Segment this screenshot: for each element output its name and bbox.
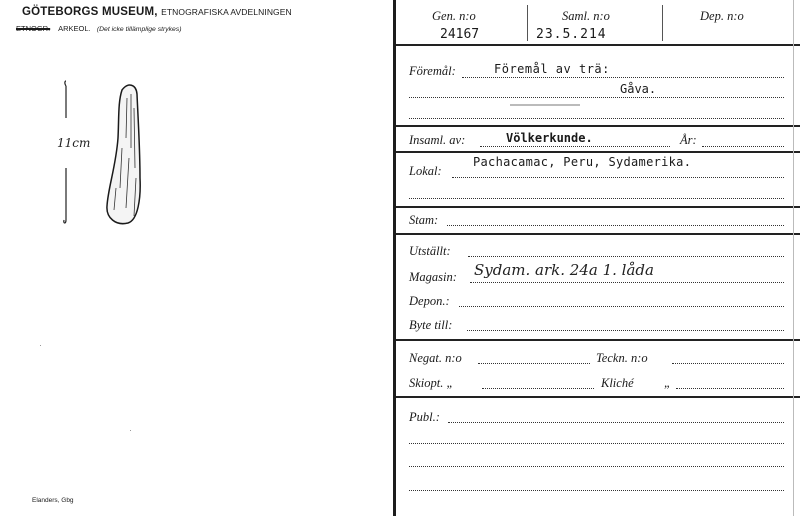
section-rule bbox=[396, 396, 800, 398]
publ-label: Publ.: bbox=[409, 410, 440, 424]
header-rule bbox=[396, 44, 800, 46]
magasin-value: Sydam. ark. 24a 1. låda bbox=[474, 261, 654, 279]
dust-speck bbox=[130, 430, 131, 431]
dotted-line bbox=[482, 388, 594, 389]
header-col-sep bbox=[662, 5, 663, 41]
category-line bbox=[16, 24, 181, 33]
saml-label: Saml. n:o bbox=[562, 9, 610, 23]
dotted-line bbox=[480, 146, 670, 147]
dotted-line bbox=[470, 282, 784, 283]
scale-line-bottom bbox=[64, 168, 66, 223]
dotted-line bbox=[452, 177, 784, 178]
dotted-line bbox=[478, 363, 590, 364]
negat-label: Negat. n:o bbox=[409, 351, 462, 365]
teckn-label: Teckn. n:o bbox=[596, 351, 648, 365]
dust-speck bbox=[40, 345, 41, 346]
byte-label: Byte till: bbox=[409, 318, 453, 332]
dotted-line bbox=[702, 146, 784, 147]
utstallt-label: Utställt: bbox=[409, 244, 451, 258]
department-name: ETNOGRAFISKA AVDELNINGEN bbox=[161, 7, 292, 17]
section-rule bbox=[396, 206, 800, 208]
gen-value: 24167 bbox=[440, 27, 480, 42]
printer-imprint: Elanders, Gbg bbox=[32, 497, 74, 504]
scale-line-top bbox=[65, 81, 66, 118]
wooden-object bbox=[107, 85, 140, 224]
section-rule bbox=[396, 233, 800, 235]
depon-label: Depon.: bbox=[409, 294, 450, 308]
strike-note: (Det icke tillämplige strykes) bbox=[96, 26, 182, 33]
arkeol-label: ARKEOL. bbox=[58, 24, 91, 33]
saml-value: 23.5.214 bbox=[536, 27, 607, 42]
dotted-line bbox=[676, 388, 784, 389]
section-rule bbox=[396, 125, 800, 127]
lokal-label: Lokal: bbox=[409, 164, 442, 178]
dotted-line bbox=[409, 198, 784, 199]
lokal-value: Pachacamac, Peru, Sydamerika. bbox=[473, 155, 692, 169]
section-rule bbox=[396, 151, 800, 153]
kliche-mark: „ bbox=[664, 376, 671, 390]
dotted-line bbox=[468, 256, 784, 257]
section-rule bbox=[396, 339, 800, 341]
dotted-line bbox=[672, 363, 784, 364]
museum-title bbox=[22, 6, 292, 18]
stam-label: Stam: bbox=[409, 213, 439, 227]
dep-label: Dep. n:o bbox=[700, 9, 744, 23]
scale-label: 11cm bbox=[57, 136, 91, 150]
dotted-line bbox=[409, 466, 784, 467]
faded-mark bbox=[510, 104, 580, 106]
skiopt-label: Skiopt. „ bbox=[409, 376, 454, 390]
card-divider bbox=[393, 0, 396, 516]
object-sketch bbox=[50, 78, 150, 233]
magasin-label: Magasin: bbox=[409, 270, 457, 284]
kliche-label: Kliché bbox=[601, 376, 634, 390]
dotted-line bbox=[409, 97, 784, 98]
museum-name: GÖTEBORGS MUSEUM, bbox=[22, 6, 158, 18]
insaml-label: Insaml. av: bbox=[409, 133, 466, 147]
foremal-label: Föremål: bbox=[409, 64, 456, 78]
insaml-value: Völkerkunde. bbox=[506, 131, 593, 145]
header-col-sep bbox=[527, 5, 528, 41]
dotted-line bbox=[447, 225, 784, 226]
dotted-line bbox=[462, 77, 784, 78]
dotted-line bbox=[409, 490, 784, 491]
ar-label: År: bbox=[680, 133, 697, 147]
dotted-line bbox=[409, 118, 784, 119]
card-edge bbox=[793, 0, 794, 516]
foremal-value: Föremål av trä: bbox=[494, 62, 610, 76]
dotted-line bbox=[448, 422, 784, 423]
foremal-value-2: Gåva. bbox=[620, 82, 657, 96]
dotted-line bbox=[409, 443, 784, 444]
dotted-line bbox=[467, 330, 784, 331]
etnogr-label: ETNOGR. bbox=[16, 24, 51, 33]
dotted-line bbox=[459, 306, 784, 307]
gen-label: Gen. n:o bbox=[432, 9, 476, 23]
